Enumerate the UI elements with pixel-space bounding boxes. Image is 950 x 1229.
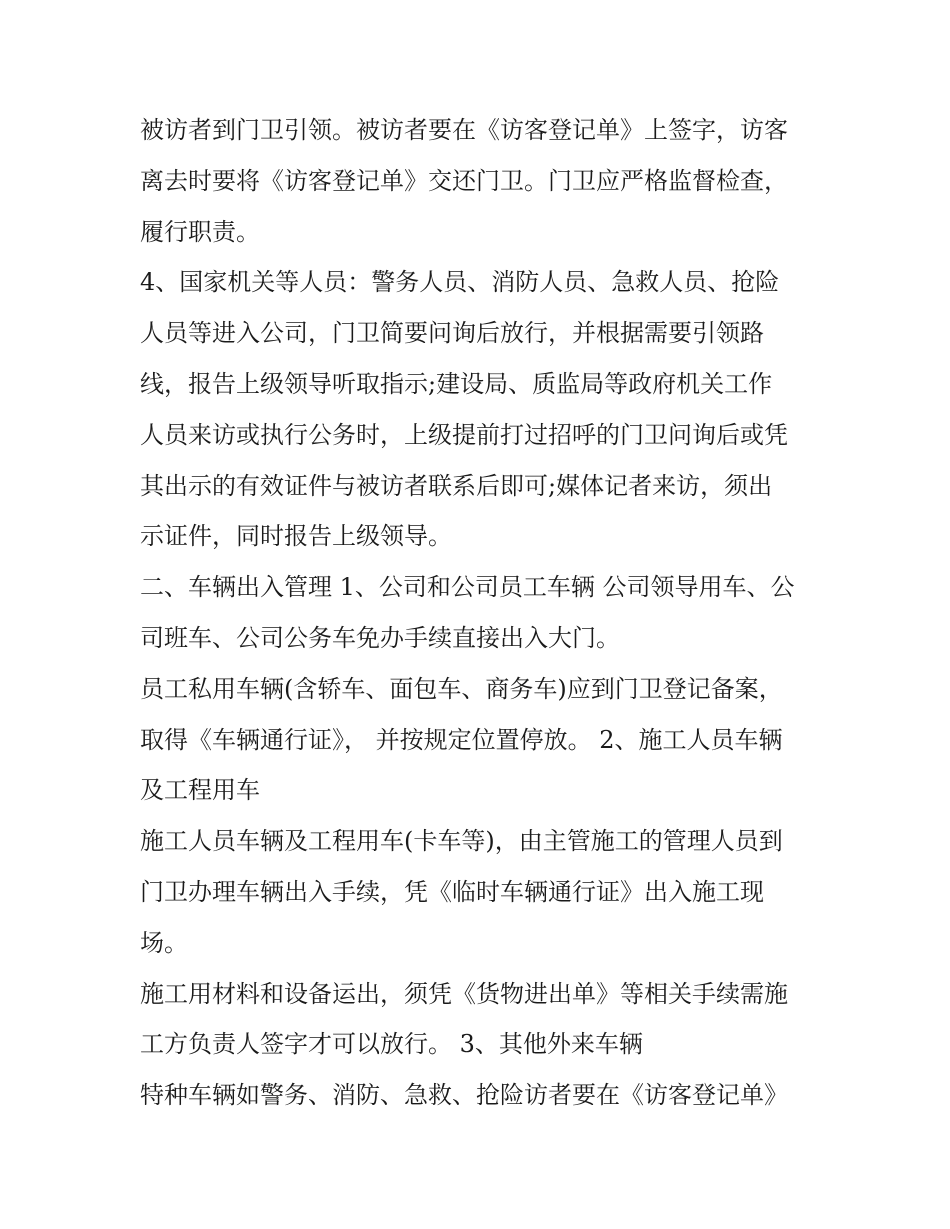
text-line: 4、国家机关等人员：警务人员、消防人员、急救人员、抢险 [140, 268, 780, 297]
paragraph-construction-vehicles [140, 816, 820, 968]
text-line: 被访者到门卫引领。被访者要在《访客登记单》上签字，访客 [140, 116, 788, 144]
text-line: 示证件，同时报告上级领导。 [140, 522, 452, 551]
paragraph-government-personnel [140, 257, 820, 562]
paragraph-vehicle-management [140, 562, 820, 664]
paragraph-special-vehicles [140, 1070, 820, 1121]
text-line: 二、车辆出入管理 1、公司和公司员工车辆 公司领导用车、公 [140, 573, 795, 602]
text-line: 取得《车辆通行证》， 并按规定位置停放。 2、施工人员车辆 [140, 725, 783, 754]
text-line: 履行职责。 [140, 217, 260, 246]
paragraph-materials-release [140, 969, 820, 1071]
paragraph-visitor-signing [140, 105, 820, 257]
text-line: 工方负责人签字才可以放行。 3、其他外来车辆 [140, 1030, 643, 1059]
text-line: 特种车辆如警务、消防、急救、抢险访者要在《访客登记单》 [140, 1081, 788, 1110]
text-line: 施工用材料和设备运出，须凭《货物进出单》等相关手续需施 [140, 979, 788, 1008]
text-line: 员工私用车辆(含轿车、面包车、商务车)应到门卫登记备案， [140, 674, 783, 703]
paragraph-employee-vehicles [140, 664, 820, 816]
text-line: 线，报告上级领导听取指示;建设局、质监局等政府机关工作 [140, 369, 773, 398]
text-line: 司班车、公司公务车免办手续直接出入大门。 [140, 623, 620, 652]
text-line: 离去时要将《访客登记单》交还门卫。门卫应严格监督检查， [140, 166, 788, 195]
text-line: 人员来访或执行公务时，上级提前打过招呼的门卫问询后或凭 [140, 420, 788, 449]
text-line: 其出示的有效证件与被访者联系后即可;媒体记者来访，须出 [140, 471, 773, 500]
text-line: 人员等进入公司，门卫简要问询后放行，并根据需要引领路 [140, 319, 764, 348]
text-line: 及工程用车 [140, 776, 260, 805]
text-line: 场。 [140, 928, 188, 957]
document-body [140, 105, 820, 1121]
text-line: 门卫办理车辆出入手续，凭《临时车辆通行证》出入施工现 [140, 877, 764, 906]
text-line: 施工人员车辆及工程用车(卡车等)，由主管施工的管理人员到 [140, 827, 783, 856]
